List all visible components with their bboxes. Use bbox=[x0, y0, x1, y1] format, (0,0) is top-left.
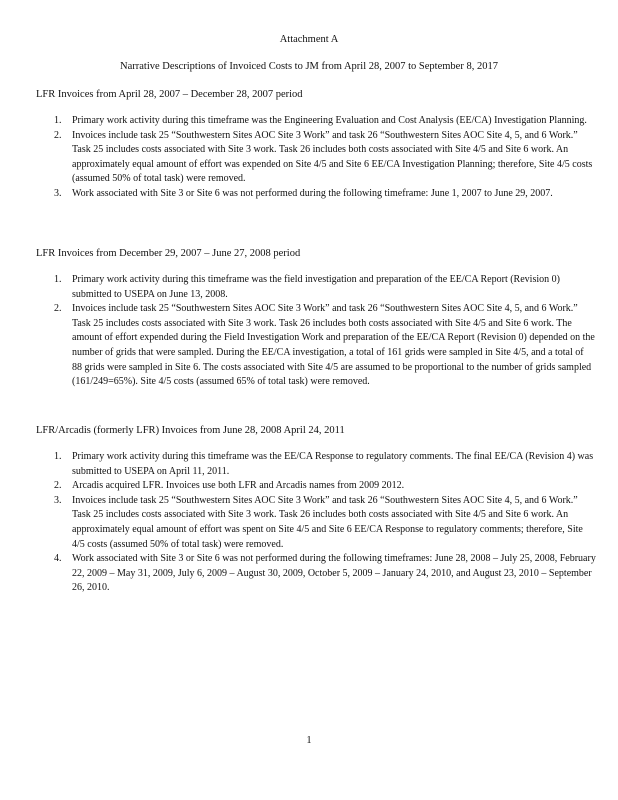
list-item: 2. Invoices include task 25 “Southwestern Sites AOC Site 3 Work” and task 26 “Southwestern Sites AOC Site 4, 5, and 6 Work.” Task 25 includes costs associated with Site 3 work. Task 26 includes both costs associated with Site 4/5 and Site 6 work. An approximately equal amount of effort was expended on Site 4/5 and Site 6 EE/CA Investigation Planning; therefore, Site 4/5 costs (assumed 50% of total task) were removed. bbox=[54, 129, 593, 185]
item-text: Work associated with Site 3 or Site 6 was not performed during the following timeframes: June 28, 2008 – July 25, 2008, February 22, 2009 – May 31, 2009, July 6, 2009 – August 30, 2009, October 5, 2009 – January 24, 2010, and August 23, 2010 – September 26, 2010. bbox=[72, 553, 596, 594]
list-item: 1. Primary work activity during this timeframe was the field investigation and preparation of the EE/CA Report (Revision 0) submitted to USEPA on June 13, 2008. bbox=[54, 274, 560, 300]
page-title: Attachment A bbox=[279, 34, 339, 45]
item-text: Invoices include task 25 “Southwestern Sites AOC Site 3 Work” and task 26 “Southwestern Sites AOC Site 4, 5, and 6 Work.” Task 25 includes costs associated with Site 3 work. Task 26 includes both costs associated with Site 4/5 and Site 6 work. An approximately equal amount of effort was expended on Site 4/5 and Site 6 EE/CA Investigation Planning; therefore, Site 4/5 costs (assumed 50% of total task) were removed. bbox=[72, 129, 593, 185]
section-1 bbox=[36, 88, 596, 202]
list-item: 1. Primary work activity during this timeframe was the EE/CA Response to regulatory comments. The final EE/CA (Revision 4) was submitted to USEPA on April 11, 2011. bbox=[54, 451, 594, 477]
section-heading: LFR Invoices from December 29, 2007 – June 27, 2008 period bbox=[36, 248, 301, 259]
item-text: Primary work activity during this timeframe was the EE/CA Response to regulatory comments. The final EE/CA (Revision 4) was submitted to USEPA on April 11, 2011. bbox=[72, 451, 594, 477]
item-list bbox=[36, 114, 596, 202]
section-heading: LFR/Arcadis (formerly LFR) Invoices from June 28, 2008 April 24, 2011 bbox=[36, 425, 345, 436]
item-text: Invoices include task 25 “Southwestern Sites AOC Site 3 Work” and task 26 “Southwestern Sites AOC Site 4, 5, and 6 Work.” Task 25 includes costs associated with Site 3 work. Task 26 includes both costs associated with Site 4/5 and Site 6 work. The amount of effort expended during the Field Investigation Work and preparation of the EE/CA Report (Revision 0) depended on the number of grids that were sampled. During the EE/CA investigation, a total of 161 grids were sampled in Site 4/5, and a total of 88 grids were sampled in Site 6. The costs associated with Site 4/5 are assumed to be proportional to the number of grids sampled (161/249=65%). Site 4/5 costs (assumed 65% of total task) were removed. bbox=[72, 303, 595, 388]
item-text: Work associated with Site 3 or Site 6 was not performed during the following timeframe: June 1, 2007 to June 29, 2007. bbox=[72, 187, 553, 199]
list-item: 2. Arcadis acquired LFR. Invoices use both LFR and Arcadis names from 2009 2012. bbox=[54, 480, 405, 492]
list-item: 4. Work associated with Site 3 or Site 6 was not performed during the following timeframes: June 28, 2008 – July 25, 2008, February 22, 2009 – May 31, 2009, July 6, 2009 – August 30, 2009, October 5, 2009 – January 24, 2010, and August 23, 2010 – September 26, 2010. bbox=[54, 553, 596, 594]
item-list bbox=[36, 450, 596, 596]
item-text: Arcadis acquired LFR. Invoices use both LFR and Arcadis names from 2009 2012. bbox=[72, 480, 405, 492]
list-item: 2. Invoices include task 25 “Southwestern Sites AOC Site 3 Work” and task 26 “Southwestern Sites AOC Site 4, 5, and 6 Work.” Task 25 includes costs associated with Site 3 work. Task 26 includes both costs associated with Site 4/5 and Site 6 work. The amount of effort expended during the Field Investigation Work and preparation of the EE/CA Report (Revision 0) depended on the number of grids that were sampled. During the EE/CA investigation, a total of 161 grids were sampled in Site 4/5, and a total of 88 grids were sampled in Site 6. The costs associated with Site 4/5 are assumed to be proportional to the number of grids sampled (161/249=65%). Site 4/5 costs (assumed 65% of total task) were removed. bbox=[54, 303, 595, 388]
list-item: 3. Work associated with Site 3 or Site 6 was not performed during the following timeframe: June 1, 2007 to June 29, 2007. bbox=[54, 187, 553, 199]
section-2 bbox=[36, 247, 596, 390]
section-heading: LFR Invoices from April 28, 2007 – December 28, 2007 period bbox=[36, 89, 303, 100]
section-3 bbox=[36, 424, 596, 596]
list-item: 1. Primary work activity during this timeframe was the Engineering Evaluation and Cost Analysis (EE/CA) Investigation Planning. bbox=[54, 115, 587, 126]
item-text: Invoices include task 25 “Southwestern Sites AOC Site 3 Work” and task 26 “Southwestern Sites AOC Site 4, 5, and 6 Work.” Task 25 includes costs associated with Site 3 work. Task 26 includes both costs associated with Site 4/5 and Site 6 work. An approximately equal amount of effort was spent on Site 4/5 and Site 6 EE/CA Response to regulatory comments; therefore, Site 4/5 costs (assumed 50% of total task) were removed. bbox=[72, 494, 583, 550]
item-text: Primary work activity during this timeframe was the Engineering Evaluation and Cost Analysis (EE/CA) Investigation Planning. bbox=[72, 115, 587, 126]
page-number: 1 bbox=[306, 735, 312, 746]
item-text: Primary work activity during this timeframe was the field investigation and preparation of the EE/CA Report (Revision 0) submitted to USEPA on June 13, 2008. bbox=[72, 274, 560, 300]
page-subtitle: Narrative Descriptions of Invoiced Costs to JM from April 28, 2007 to September 8, 2017 bbox=[120, 61, 498, 72]
list-item: 3. Invoices include task 25 “Southwestern Sites AOC Site 3 Work” and task 26 “Southwestern Sites AOC Site 4, 5, and 6 Work.” Task 25 includes costs associated with Site 3 work. Task 26 includes both costs associated with Site 4/5 and Site 6 work. An approximately equal amount of effort was spent on Site 4/5 and Site 6 EE/CA Response to regulatory comments; therefore, Site 4/5 costs (assumed 50% of total task) were removed. bbox=[54, 494, 583, 550]
item-list bbox=[36, 273, 596, 390]
